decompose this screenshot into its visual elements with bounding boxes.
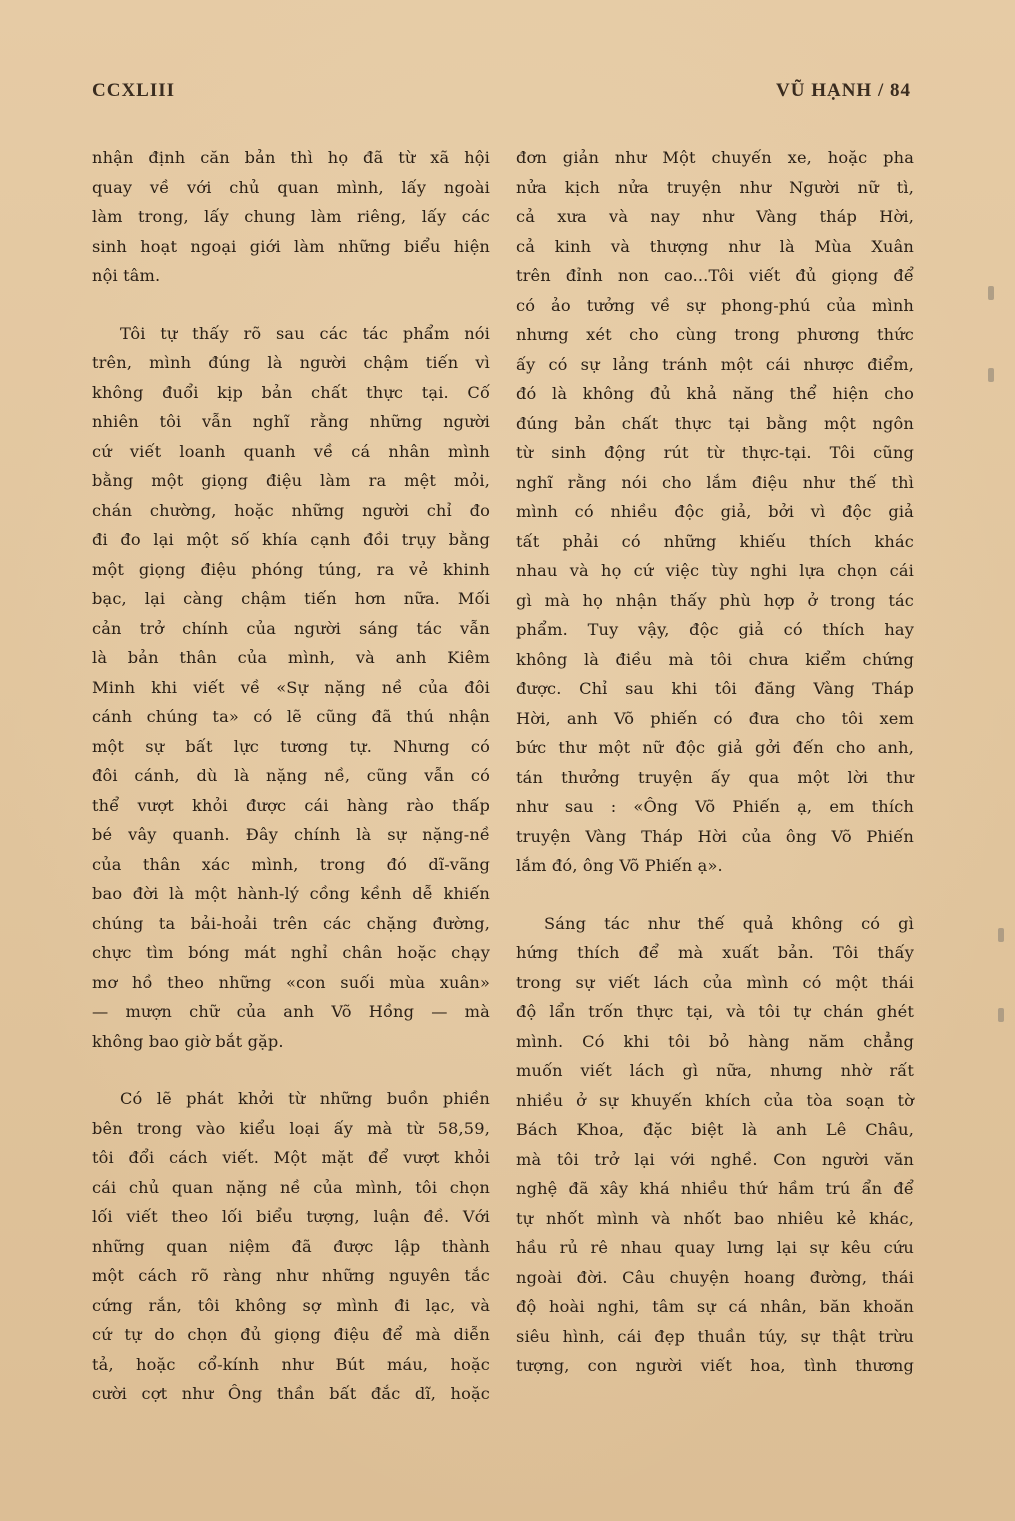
text-line: nội tâm.: [92, 266, 161, 285]
text-line: cả kinh và thượng như là Mùa Xuân: [516, 236, 914, 256]
text-line: Sáng tác như thế quả không có gì: [544, 913, 914, 933]
text-line: cứ tự do chọn đủ giọng điệu để mà diễn: [92, 1325, 490, 1344]
paragraph: [92, 319, 490, 1057]
text-line: bằng một giọng điệu làm ra mệt mỏi,: [92, 471, 490, 490]
text-line: của thân xác mình, trong đó dĩ-vãng: [92, 854, 490, 874]
text-line: truyện Vàng Tháp Hời của ông Võ Phiến: [516, 826, 914, 846]
text-line: cả xưa và nay như Vàng tháp Hời,: [516, 207, 914, 226]
text-line: bạc, lại càng chậm tiến hơn nữa. Mối: [92, 589, 490, 608]
binding-mark: [988, 368, 994, 382]
text-line: không là điều mà tôi chưa kiểm chứng: [516, 649, 914, 669]
text-line: gì mà họ nhận thấy phù hợp ở trong tác: [516, 590, 914, 610]
running-title: VŨ HẠNH / 84: [776, 80, 911, 101]
text-line: những quan niệm đã được lập thành: [92, 1236, 490, 1256]
text-line: độ lẩn trốn thực tại, và tôi tự chán ghét: [516, 1002, 914, 1021]
text-line: ngoài đời. Câu chuyện hoang đường, thái: [516, 1267, 914, 1287]
text-line: tán thưởng truyện ấy qua một lời thư: [516, 767, 914, 787]
text-line: tôi đổi cách viết. Một mặt để vượt khỏi: [92, 1148, 490, 1167]
binding-mark: [998, 928, 1004, 942]
text-line: chực tìm bóng mát nghỉ chân hoặc chạy: [92, 943, 490, 962]
text-line: Hời, anh Võ phiến có đưa cho tôi xem: [516, 708, 914, 728]
binding-mark: [988, 286, 994, 300]
text-line: hứng thích để mà xuất bản. Tôi thấy: [516, 943, 914, 962]
text-line: trên, mình đúng là người chậm tiến vì: [92, 353, 490, 372]
text-line: tự nhốt mình và nhốt bao nhiêu kẻ khác,: [516, 1208, 914, 1228]
text-line: mà tôi trở lại với nghề. Con người văn: [516, 1149, 914, 1169]
text-line: đôi cánh, dù là nặng nề, cũng vẫn có: [92, 766, 490, 785]
text-line: Bách Khoa, đặc biệt là anh Lê Châu,: [516, 1120, 914, 1139]
paragraph: [516, 909, 914, 1381]
text-line: ấy có sự lảng tránh một cái nhược điểm,: [516, 354, 914, 374]
text-line: nhưng xét cho cùng trong phương thức: [516, 325, 914, 344]
text-line: một giọng điệu phóng túng, ra vẻ khinh: [92, 559, 490, 579]
text-line: trong sự viết lách của mình có một thái: [516, 972, 914, 992]
text-line: thể vượt khỏi được cái hàng rào thấp: [92, 795, 490, 815]
page-folio: CCXLIII: [92, 80, 176, 101]
text-line: bên trong vào kiểu loại ấy mà từ 58,59,: [92, 1118, 490, 1138]
text-line: đó là không đủ khả năng thể hiện cho: [516, 384, 914, 403]
text-line: cứ viết loanh quanh về cá nhân mình: [92, 441, 490, 461]
binding-mark: [998, 1008, 1004, 1022]
text-line: không đuổi kịp bản chất thực tại. Cố: [92, 382, 490, 402]
text-line: tượng, con người viết hoa, tình thương: [516, 1356, 914, 1375]
paragraph: [92, 143, 490, 291]
text-line: mơ hồ theo những «con suối mùa xuân»: [92, 972, 490, 992]
text-line: bức thư một nữ độc giả gởi đến cho anh,: [516, 738, 914, 757]
text-line: trên đỉnh non cao...Tôi viết đủ giọng để: [516, 266, 914, 285]
text-line: lối viết theo lối biểu tượng, luận đề. Với: [92, 1207, 490, 1226]
text-line: — mượn chữ của anh Võ Hồng — mà: [92, 1002, 490, 1021]
left-column: [92, 143, 490, 1409]
text-line: Tôi tự thấy rõ sau các tác phẩm nói: [120, 323, 490, 343]
text-line: phẩm. Tuy vậy, độc giả có thích hay: [516, 620, 914, 639]
text-line: cánh chúng ta» có lẽ cũng đã thú nhận: [92, 707, 490, 726]
text-line: nửa kịch nửa truyện như Người nữ tì,: [516, 177, 914, 197]
text-line: là bản thân của mình, và anh Kiêm: [92, 648, 490, 667]
text-line: chúng ta bải-hoải trên các chặng đường,: [92, 913, 490, 933]
text-line: độ hoài nghi, tâm sự cá nhân, băn khoăn: [516, 1297, 914, 1316]
paragraph: [92, 1084, 490, 1409]
text-line: tả, hoặc cổ-kính như Bút máu, hoặc: [92, 1354, 490, 1374]
text-line: siêu hình, cái đẹp thuần túy, sự thật trừu: [516, 1326, 914, 1346]
right-column: [516, 143, 914, 1381]
text-line: bao đời là một hành-lý cồng kềnh dễ khiến: [92, 884, 490, 903]
text-line: tất phải có những khiếu thích khác: [516, 531, 914, 551]
text-line: cứng rắn, tôi không sợ mình đi lạc, và: [92, 1295, 490, 1315]
text-line: sinh hoạt ngoại giới làm những biểu hiện: [92, 236, 490, 256]
text-line: nhiên tôi vẫn nghĩ rằng những người: [92, 412, 490, 431]
paragraph: [516, 143, 914, 881]
text-line: cười cợt như Ông thần bất đắc dĩ, hoặc: [92, 1384, 490, 1403]
text-line: chán chường, hoặc những người chỉ đo: [92, 500, 490, 520]
text-line: cái chủ quan nặng nề của mình, tôi chọn: [92, 1177, 490, 1197]
text-line: làm trong, lấy chung làm riêng, lấy các: [92, 207, 490, 226]
text-line: nhiều ở sự khuyến khích của tòa soạn tờ: [516, 1090, 914, 1110]
text-line: cản trở chính của người sáng tác vẫn: [92, 618, 490, 638]
text-line: nhau và họ cứ việc tùy nghi lựa chọn cái: [516, 561, 914, 580]
text-line: được. Chỉ sau khi tôi đăng Vàng Tháp: [516, 679, 914, 698]
text-line: như sau : «Ông Võ Phiến ạ, em thích: [516, 797, 914, 816]
text-line: đơn giản như Một chuyến xe, hoặc pha: [516, 148, 914, 167]
text-line: nghệ đã xây khá nhiều thứ hầm trú ẩn để: [516, 1179, 914, 1198]
text-line: lắm đó, ông Võ Phiến ạ».: [516, 856, 723, 875]
text-line: mình có nhiều độc giả, bởi vì độc giả: [516, 502, 914, 521]
text-line: một sự bất lực tương tự. Nhưng có: [92, 736, 490, 756]
text-line: nhận định căn bản thì họ đã từ xã hội: [92, 148, 490, 167]
text-line: mình. Có khi tôi bỏ hàng năm chẳng: [516, 1031, 914, 1051]
text-line: hầu rủ rê nhau quay lưng lại sự kêu cứu: [516, 1238, 914, 1257]
text-line: Minh khi viết về «Sự nặng nề của đôi: [92, 677, 490, 697]
text-line: từ sinh động rút từ thực-tại. Tôi cũng: [516, 443, 914, 462]
text-line: muốn viết lách gì nữa, nhưng nhờ rất: [516, 1061, 914, 1080]
text-line: không bao giờ bắt gặp.: [92, 1031, 284, 1051]
text-line: quay về với chủ quan mình, lấy ngoài: [92, 177, 490, 197]
text-line: đúng bản chất thực tại bằng một ngôn: [516, 413, 914, 433]
text-line: có ảo tưởng về sự phong-phú của mình: [516, 295, 914, 315]
text-line: một cách rõ ràng như những nguyên tắc: [92, 1266, 490, 1285]
text-line: đi đo lại một số khía cạnh đồi trụy bằng: [92, 530, 490, 549]
text-line: bé vây quanh. Đây chính là sự nặng-nề: [92, 825, 490, 844]
text-line: nghĩ rằng nói cho lắm điệu như thế thì: [516, 472, 914, 492]
text-line: Có lẽ phát khởi từ những buồn phiền: [120, 1089, 490, 1108]
